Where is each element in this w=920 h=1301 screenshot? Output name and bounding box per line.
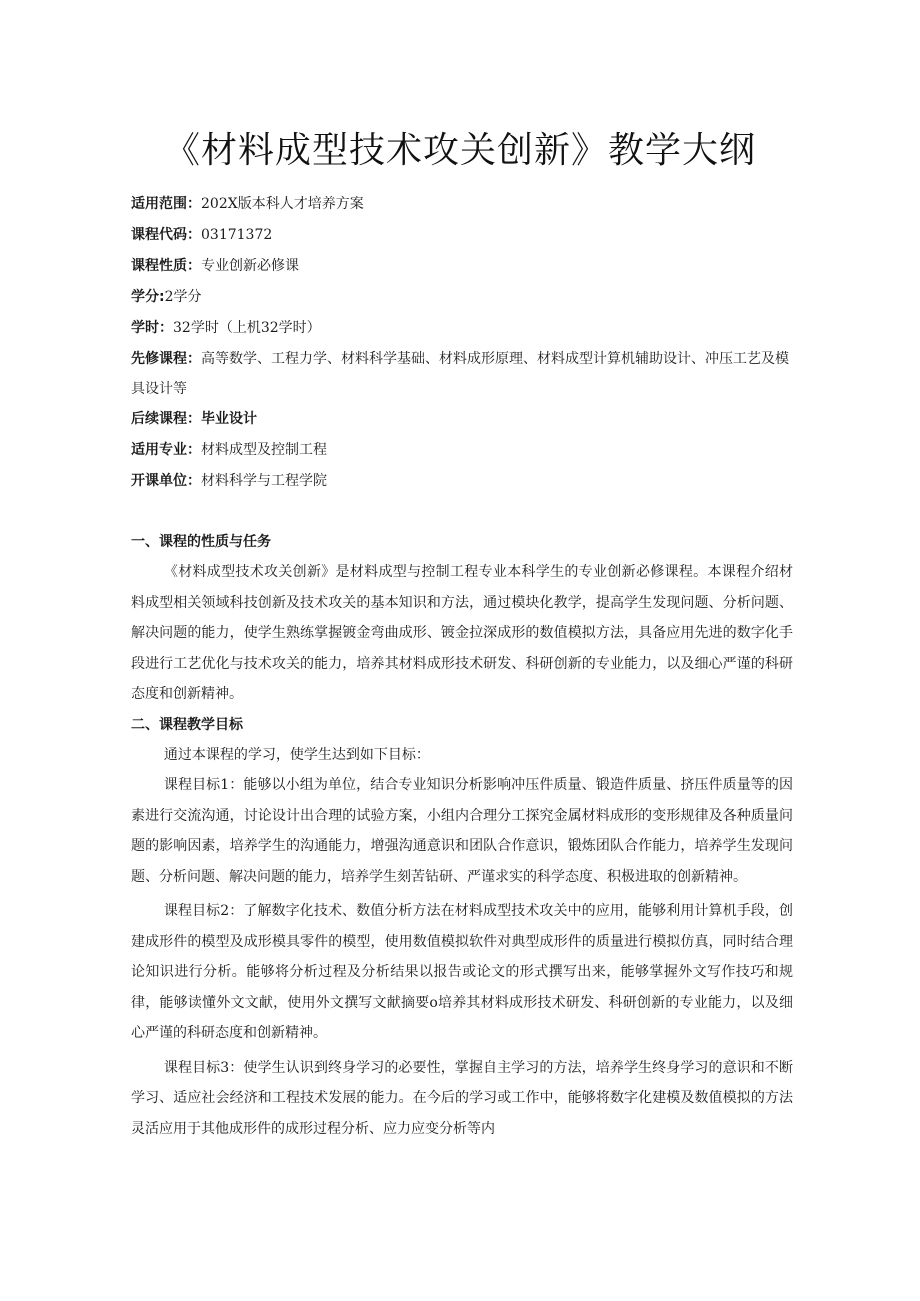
unit-label: 开课单位： bbox=[131, 473, 201, 489]
syllabus-body bbox=[131, 527, 793, 1144]
major-row bbox=[131, 435, 791, 466]
page-title: 《材料成型技术攻关创新》教学大纲 bbox=[163, 130, 756, 171]
prerequisites-row bbox=[131, 344, 791, 404]
major-label: 适用专业： bbox=[131, 442, 201, 458]
scope-row bbox=[131, 189, 791, 220]
course-nature-label: 课程性质： bbox=[131, 258, 201, 274]
prerequisites-label: 先修课程： bbox=[131, 351, 201, 367]
objective-2-paragraph: 课程目标2：了解数字化技术、数值分析方法在材料成型技术攻关中的应用，能够利用计算机手段，创建成形件的模型及成形模具零件的模型，使用数值模拟软件对典型成形件的质量进行模拟仿真，同时结合理论知识进行分析。能够将分析过程及分析结果以报告或论文的形式撰写出来，能够掌握外文写作技巧和规律，能够读懂外文文献，使用外文撰写文献摘要o培养其材料成形技术研发、科研创新的专业能力，以及细心严谨的科研态度和创新精神。 bbox=[131, 903, 793, 1041]
credits-value: 2学分 bbox=[164, 289, 202, 305]
followup-value: 毕业设计 bbox=[201, 411, 257, 427]
hours-row bbox=[131, 313, 791, 344]
course-code-label: 课程代码： bbox=[131, 227, 201, 243]
section-nature-paragraph: 《材料成型技术攻关创新》是材料成型与控制工程专业本科学生的专业创新必修课程。本课程介绍材料成型相关领域科技创新及技术攻关的基本知识和方法，通过模块化教学，提高学生发现问题、分析问题、解决问题的能力，使学生熟练掌握镀金弯曲成形、镀金拉深成形的数值模拟方法，具备应用先进的数字化手段进行工艺优化与技术攻关的能力，培养其材料成形技术研发、科研创新的专业能力，以及细心严谨的科研态度和创新精神。 bbox=[131, 564, 793, 702]
scope-value: 202X版本科人才培养方案 bbox=[201, 196, 364, 212]
followup-label: 后续课程： bbox=[131, 411, 201, 427]
objective-1-paragraph: 课程目标1：能够以小组为单位，结合专业知识分析影响冲压件质量、锻造件质量、挤压件质量等的因素进行交流沟通，讨论设计出合理的试验方案，小组内合理分工探究金属材料成形的变形规律及各种质量问题的影响因素，培养学生的沟通能力，增强沟通意识和团队合作意识，锻炼团队合作能力，培养学生发现问题、分析问题、解决问题的能力，培养学生刻苦钻研、严谨求实的科学态度、积极进取的创新精神。 bbox=[131, 777, 793, 885]
section-heading-nature: 一、课程的性质与任务 bbox=[131, 534, 271, 550]
hours-value: 32学时（上机32学时） bbox=[173, 320, 321, 336]
scope-label: 适用范围： bbox=[131, 196, 201, 212]
credits-row bbox=[131, 282, 791, 313]
section-heading-objectives: 二、课程教学目标 bbox=[131, 716, 243, 733]
major-value: 材料成型及控制工程 bbox=[201, 442, 327, 458]
course-code-value: 03171372 bbox=[201, 227, 273, 243]
course-nature-value: 专业创新必修课 bbox=[201, 258, 299, 274]
objective-3-paragraph: 课程目标3：使学生认识到终身学习的必要性，掌握自主学习的方法，培养学生终身学习的意识和不断学习、适应社会经济和工程技术发展的能力。在今后的学习或工作中，能够将数字化建模及数值模拟的方法灵活应用于其他成形件的成形过程分析、应力应变分析等内 bbox=[131, 1059, 793, 1137]
objectives-intro: 通过本课程的学习，使学生达到如下目标： bbox=[163, 746, 430, 763]
course-code-row bbox=[131, 220, 791, 251]
unit-value: 材料科学与工程学院 bbox=[201, 473, 327, 489]
course-info-list bbox=[131, 189, 791, 497]
course-nature-row bbox=[131, 251, 791, 282]
followup-row bbox=[131, 404, 791, 435]
prerequisites-value: 高等数学、工程力学、材料科学基础、材料成形原理、材料成型计算机辅助设计、冲压工艺及模具设计等 bbox=[131, 351, 789, 397]
unit-row bbox=[131, 466, 791, 497]
credits-label: 学分: bbox=[131, 289, 165, 305]
hours-label: 学时： bbox=[131, 320, 173, 336]
